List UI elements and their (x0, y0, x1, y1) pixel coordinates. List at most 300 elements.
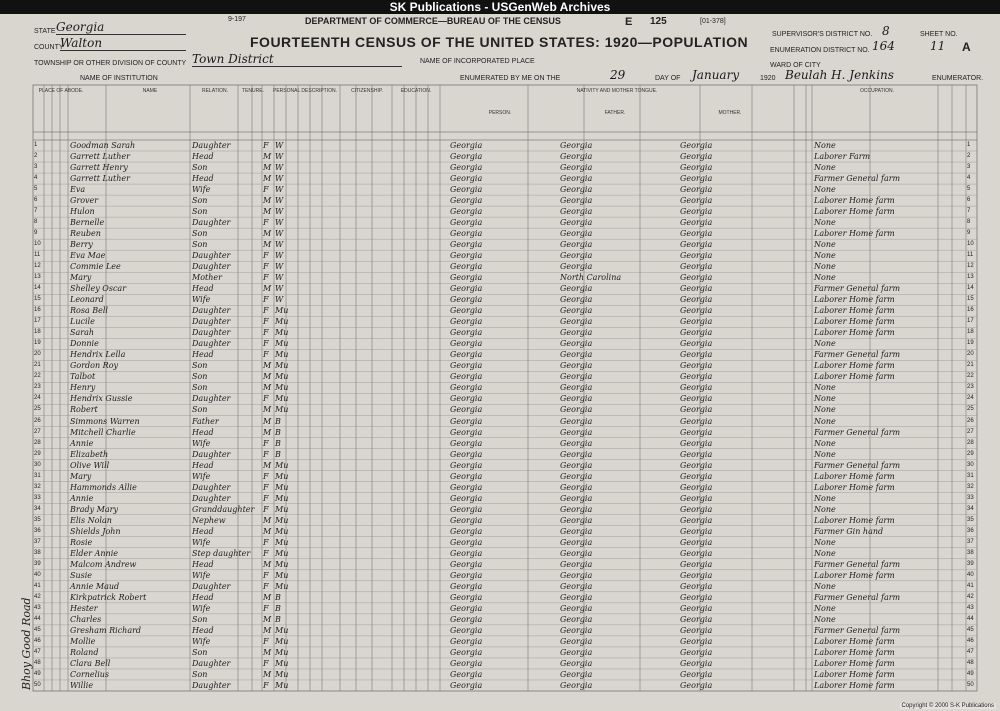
relation: Wife (192, 570, 211, 580)
birthplace: Georgia (450, 196, 483, 206)
mother-birthplace: Georgia (680, 339, 713, 349)
occupation: Laborer Home farm (814, 372, 895, 382)
col-name: NAME (142, 88, 158, 94)
occupation: Laborer Home farm (814, 317, 895, 327)
row-number-right: 11 (967, 252, 974, 259)
row-number: 49 (34, 670, 41, 677)
relation: Granddaughter (192, 504, 255, 514)
relation: Daughter (192, 328, 231, 338)
sex: F (263, 658, 269, 668)
row-number: 45 (34, 626, 41, 633)
row-number-right: 25 (967, 406, 974, 413)
row-number-right: 28 (967, 439, 974, 446)
mother-birthplace: Georgia (680, 625, 713, 635)
occupation: None (814, 141, 836, 150)
person-name: Rosa Bell (70, 306, 108, 316)
birthplace: Georgia (450, 482, 483, 492)
sex: M (263, 405, 272, 415)
relation: Head (192, 284, 214, 294)
person-name: Lucile (70, 317, 95, 327)
incorporated-label: NAME OF INCORPORATED PLACE (420, 58, 535, 65)
row-number-right: 50 (967, 681, 974, 688)
birthplace: Georgia (450, 372, 483, 382)
father-birthplace: Georgia (560, 174, 593, 184)
person-name: Leonard (70, 295, 104, 305)
father-birthplace: Georgia (560, 207, 593, 217)
col-place-of-abode: PLACE OF ABODE. (38, 88, 84, 94)
occupation: Farmer General farm (814, 592, 901, 602)
father-birthplace: Georgia (560, 427, 593, 437)
row-number-right: 35 (967, 516, 974, 523)
row-number-right: 44 (967, 615, 974, 622)
father-birthplace: Georgia (560, 317, 593, 327)
relation: Daughter (192, 339, 231, 349)
father-birthplace: Georgia (560, 394, 593, 404)
row-number: 33 (34, 494, 41, 501)
relation: Son (192, 614, 208, 624)
row-number: 42 (34, 593, 41, 600)
person-name: Gresham Richard (70, 625, 142, 635)
row-number-right: 12 (967, 263, 974, 270)
relation: Son (192, 647, 208, 657)
mother-birthplace: Georgia (680, 460, 713, 470)
occupation: None (814, 614, 836, 624)
enumerator-label: ENUMERATOR. (932, 75, 984, 82)
mother-birthplace: Georgia (680, 141, 713, 150)
father-birthplace: Georgia (560, 240, 593, 250)
father-birthplace: Georgia (560, 559, 593, 569)
township-value: Town District (192, 52, 402, 67)
race: B (275, 592, 281, 602)
race: B (275, 603, 281, 613)
relation: Daughter (192, 141, 231, 150)
race: W (275, 152, 284, 162)
col-nativity: NATIVITY AND MOTHER TONGUE. (576, 88, 658, 94)
occupation: None (814, 405, 836, 415)
father-birthplace: Georgia (560, 372, 593, 382)
father-birthplace: Georgia (560, 482, 593, 492)
sex: F (263, 482, 269, 492)
month-value: January (692, 68, 740, 82)
occupation: None (814, 273, 836, 283)
father-birthplace: Georgia (560, 493, 593, 503)
row-number-right: 23 (967, 384, 974, 391)
father-birthplace: Georgia (560, 251, 593, 261)
occupation: Laborer Home farm (814, 570, 895, 580)
race: Mu (275, 361, 289, 371)
sex: F (263, 218, 269, 228)
person-name: Hendrix Gussie (70, 394, 133, 404)
mother-birthplace: Georgia (680, 394, 713, 404)
race: Mu (275, 372, 289, 382)
row-number: 26 (34, 417, 41, 424)
race: W (275, 284, 284, 294)
relation: Step daughter (192, 548, 251, 558)
father-birthplace: Georgia (560, 438, 593, 448)
father-birthplace: Georgia (560, 581, 593, 591)
father-birthplace: Georgia (560, 383, 593, 393)
race: Mu (275, 306, 289, 316)
birthplace: Georgia (450, 647, 483, 657)
mother-birthplace: Georgia (680, 306, 713, 316)
row-number-right: 6 (967, 197, 971, 204)
father-birthplace: Georgia (560, 504, 593, 514)
row-number-right: 34 (967, 505, 974, 512)
occupation: Farmer General farm (814, 350, 901, 360)
row-number: 37 (34, 538, 41, 545)
birthplace: Georgia (450, 218, 483, 228)
row-number: 25 (34, 406, 41, 413)
occupation: None (814, 339, 836, 349)
row-number: 39 (34, 560, 41, 567)
race: B (275, 614, 281, 624)
birthplace: Georgia (450, 581, 483, 591)
race: Mu (275, 317, 289, 327)
row-number: 6 (34, 197, 38, 204)
institution-label: NAME OF INSTITUTION (80, 75, 158, 82)
row-number-right: 48 (967, 659, 974, 666)
father-birthplace: Georgia (560, 416, 593, 426)
race: Mu (275, 482, 289, 492)
birthplace: Georgia (450, 339, 483, 349)
row-number: 32 (34, 483, 41, 490)
person-name: Mary (70, 471, 92, 481)
row-number: 29 (34, 450, 41, 457)
ward-label: WARD OF CITY (770, 62, 821, 69)
sex: F (263, 273, 269, 283)
row-number-right: 2 (967, 153, 971, 160)
father-birthplace: Georgia (560, 471, 593, 481)
birthplace: Georgia (450, 680, 483, 690)
mother-birthplace: Georgia (680, 218, 713, 228)
occupation: None (814, 548, 836, 558)
mother-birthplace: Georgia (680, 273, 713, 283)
row-number: 38 (34, 549, 41, 556)
race: W (275, 174, 284, 184)
person-name: Hester (70, 603, 98, 613)
race: Mu (275, 647, 289, 657)
person-name: Sarah (70, 328, 94, 338)
person-name: Simmons Warren (70, 416, 140, 426)
mother-birthplace: Georgia (680, 647, 713, 657)
father-birthplace: Georgia (560, 350, 593, 360)
birthplace: Georgia (450, 207, 483, 217)
occupation: Farmer General farm (814, 559, 901, 569)
occupation: None (814, 185, 836, 195)
mother-birthplace: Georgia (680, 284, 713, 294)
sex: F (263, 339, 269, 349)
sex: F (263, 636, 269, 646)
mother-birthplace: Georgia (680, 361, 713, 371)
relation: Head (192, 526, 214, 536)
sex: F (263, 537, 269, 547)
sex: F (263, 570, 269, 580)
relation: Daughter (192, 449, 231, 459)
father-birthplace: Georgia (560, 295, 593, 305)
birthplace: Georgia (450, 614, 483, 624)
day-of-label: DAY OF (655, 75, 681, 82)
occupation: None (814, 262, 836, 272)
relation: Head (192, 152, 214, 162)
relation: Son (192, 669, 208, 679)
father-birthplace: Georgia (560, 460, 593, 470)
race: B (275, 438, 281, 448)
enum-district-label: ENUMERATION DISTRICT NO. (770, 47, 870, 54)
occupation: None (814, 581, 836, 591)
row-number: 44 (34, 615, 41, 622)
occupation: None (814, 251, 836, 261)
person-name: Goodman Sarah (70, 141, 136, 150)
person-name: Annie (70, 493, 94, 503)
row-number-right: 41 (967, 582, 974, 589)
race: Mu (275, 383, 289, 393)
person-name: Annie Maud (70, 581, 120, 591)
birthplace: Georgia (450, 537, 483, 547)
occupation: Farmer General farm (814, 625, 901, 635)
race: Mu (275, 559, 289, 569)
person-name: Malcom Andrew (70, 559, 137, 569)
birthplace: Georgia (450, 174, 483, 184)
birthplace: Georgia (450, 504, 483, 514)
birthplace: Georgia (450, 251, 483, 261)
occupation: None (814, 240, 836, 250)
occupation: Farmer Gin hand (814, 526, 884, 536)
birthplace: Georgia (450, 570, 483, 580)
person-name: Shelley Oscar (70, 284, 127, 294)
relation: Daughter (192, 581, 231, 591)
sex: F (263, 493, 269, 503)
row-number-right: 13 (967, 274, 974, 281)
row-number: 27 (34, 428, 41, 435)
row-number: 40 (34, 571, 41, 578)
row-number-right: 49 (967, 670, 974, 677)
person-name: Cornelius (70, 669, 110, 679)
person-name: Charles (70, 614, 102, 624)
birthplace: Georgia (450, 515, 483, 525)
father-birthplace: Georgia (560, 570, 593, 580)
occupation: Laborer Home farm (814, 680, 895, 690)
father-birthplace: Georgia (560, 603, 593, 613)
row-number: 11 (34, 252, 41, 259)
birthplace: Georgia (450, 163, 483, 173)
department-heading: DEPARTMENT OF COMMERCE—BUREAU OF THE CENSUS (305, 16, 561, 26)
birthplace: Georgia (450, 669, 483, 679)
race: Mu (275, 581, 289, 591)
row-number: 36 (34, 527, 41, 534)
form-code: [01-378] (700, 18, 726, 25)
occupation: Laborer Home farm (814, 482, 895, 492)
relation: Wife (192, 636, 211, 646)
sex: F (263, 328, 269, 338)
sex: F (263, 251, 269, 261)
row-number-right: 17 (967, 318, 974, 325)
race: W (275, 273, 284, 283)
birthplace: Georgia (450, 526, 483, 536)
row-number: 21 (34, 362, 41, 369)
enumerator-value: Beulah H. Jenkins (785, 68, 894, 82)
row-number-right: 18 (967, 329, 974, 336)
person-name: Mitchell Charlie (70, 427, 136, 437)
col-personal-description: PERSONAL DESCRIPTION. (273, 88, 337, 94)
supervisor-value: 8 (882, 24, 890, 38)
sex: F (263, 141, 269, 150)
relation: Mother (192, 273, 222, 283)
race: Mu (275, 460, 289, 470)
sex: M (263, 625, 272, 635)
row-number: 8 (34, 219, 38, 226)
person-name: Mary (70, 273, 92, 283)
row-number: 4 (34, 175, 38, 182)
col-mother: MOTHER. (718, 110, 742, 116)
relation: Father (192, 416, 219, 426)
relation: Head (192, 350, 214, 360)
relation: Head (192, 427, 214, 437)
sex: F (263, 504, 269, 514)
mother-birthplace: Georgia (680, 504, 713, 514)
county-value: Walton (60, 36, 186, 51)
row-number: 46 (34, 637, 41, 644)
mother-birthplace: Georgia (680, 526, 713, 536)
occupation: None (814, 537, 836, 547)
occupation: None (814, 218, 836, 228)
birthplace: Georgia (450, 152, 483, 162)
relation: Son (192, 372, 208, 382)
occupation: Farmer General farm (814, 427, 901, 437)
mother-birthplace: Georgia (680, 174, 713, 184)
sheet-letter: A (962, 40, 971, 54)
occupation: Laborer Farm (814, 152, 871, 162)
birthplace: Georgia (450, 592, 483, 602)
row-number-right: 1 (967, 142, 971, 148)
mother-birthplace: Georgia (680, 416, 713, 426)
relation: Wife (192, 185, 211, 195)
sex: M (263, 460, 272, 470)
race: Mu (275, 625, 289, 635)
birthplace: Georgia (450, 559, 483, 569)
col-tenure: TENURE. (242, 88, 264, 94)
birthplace: Georgia (450, 141, 483, 150)
race: Mu (275, 636, 289, 646)
sex: M (263, 515, 272, 525)
relation: Head (192, 460, 214, 470)
father-birthplace: Georgia (560, 196, 593, 206)
relation: Wife (192, 471, 211, 481)
row-number-right: 32 (967, 483, 974, 490)
birthplace: Georgia (450, 427, 483, 437)
mother-birthplace: Georgia (680, 592, 713, 602)
father-birthplace: Georgia (560, 163, 593, 173)
relation: Daughter (192, 262, 231, 272)
row-number-right: 38 (967, 549, 974, 556)
relation: Daughter (192, 317, 231, 327)
person-name: Gordon Roy (70, 361, 119, 371)
birthplace: Georgia (450, 493, 483, 503)
person-name: Elis Nolan (70, 515, 112, 525)
relation: Daughter (192, 658, 231, 668)
row-number: 50 (34, 681, 41, 688)
row-number: 16 (34, 307, 41, 314)
occupation: Laborer Home farm (814, 295, 895, 305)
row-number: 43 (34, 604, 41, 611)
row-number: 19 (34, 340, 41, 347)
birthplace: Georgia (450, 306, 483, 316)
sex: M (263, 592, 272, 602)
birthplace: Georgia (450, 262, 483, 272)
race: Mu (275, 570, 289, 580)
row-number-right: 16 (967, 307, 974, 314)
father-birthplace: Georgia (560, 636, 593, 646)
archive-banner: SK Publications - USGenWeb Archives (0, 0, 1000, 14)
row-number: 28 (34, 439, 41, 446)
person-name: Garrett Luther (70, 174, 130, 184)
row-number-right: 33 (967, 494, 974, 501)
relation: Daughter (192, 482, 231, 492)
occupation: Laborer Home farm (814, 658, 895, 668)
sex: F (263, 350, 269, 360)
sex: F (263, 262, 269, 272)
relation: Daughter (192, 680, 231, 690)
father-birthplace: Georgia (560, 141, 593, 150)
mother-birthplace: Georgia (680, 383, 713, 393)
race: Mu (275, 669, 289, 679)
father-birthplace: Georgia (560, 614, 593, 624)
birthplace: Georgia (450, 438, 483, 448)
person-name: Garrett Henry (70, 163, 128, 173)
birthplace: Georgia (450, 317, 483, 327)
sheet-label: SHEET NO. (920, 31, 958, 38)
father-birthplace: Georgia (560, 449, 593, 459)
row-number: 48 (34, 659, 41, 666)
row-number-right: 26 (967, 417, 974, 424)
mother-birthplace: Georgia (680, 537, 713, 547)
mother-birthplace: Georgia (680, 328, 713, 338)
birthplace: Georgia (450, 658, 483, 668)
row-number-right: 14 (967, 285, 974, 292)
mother-birthplace: Georgia (680, 669, 713, 679)
relation: Son (192, 383, 208, 393)
person-name: Commie Lee (70, 262, 121, 272)
occupation: Farmer General farm (814, 174, 901, 184)
race: Mu (275, 328, 289, 338)
birthplace: Georgia (450, 383, 483, 393)
col-relation: RELATION. (201, 88, 229, 94)
father-birthplace: Georgia (560, 680, 593, 690)
sex: F (263, 680, 269, 690)
sex: M (263, 207, 272, 217)
race: W (275, 163, 284, 173)
row-number-right: 40 (967, 571, 974, 578)
sex: F (263, 306, 269, 316)
occupation: None (814, 438, 836, 448)
mother-birthplace: Georgia (680, 581, 713, 591)
row-number: 47 (34, 648, 41, 655)
sex: M (263, 416, 272, 426)
person-name: Bernelle (70, 218, 105, 228)
relation: Son (192, 240, 208, 250)
race: W (275, 240, 284, 250)
sex: M (263, 427, 272, 437)
mother-birthplace: Georgia (680, 251, 713, 261)
relation: Son (192, 361, 208, 371)
sex: F (263, 449, 269, 459)
col-education: EDUCATION. (400, 88, 432, 94)
father-birthplace: Georgia (560, 537, 593, 547)
row-number: 41 (34, 582, 41, 589)
person-name: Roland (70, 647, 99, 657)
occupation: None (814, 394, 836, 404)
birthplace: Georgia (450, 240, 483, 250)
sex: M (263, 152, 272, 162)
